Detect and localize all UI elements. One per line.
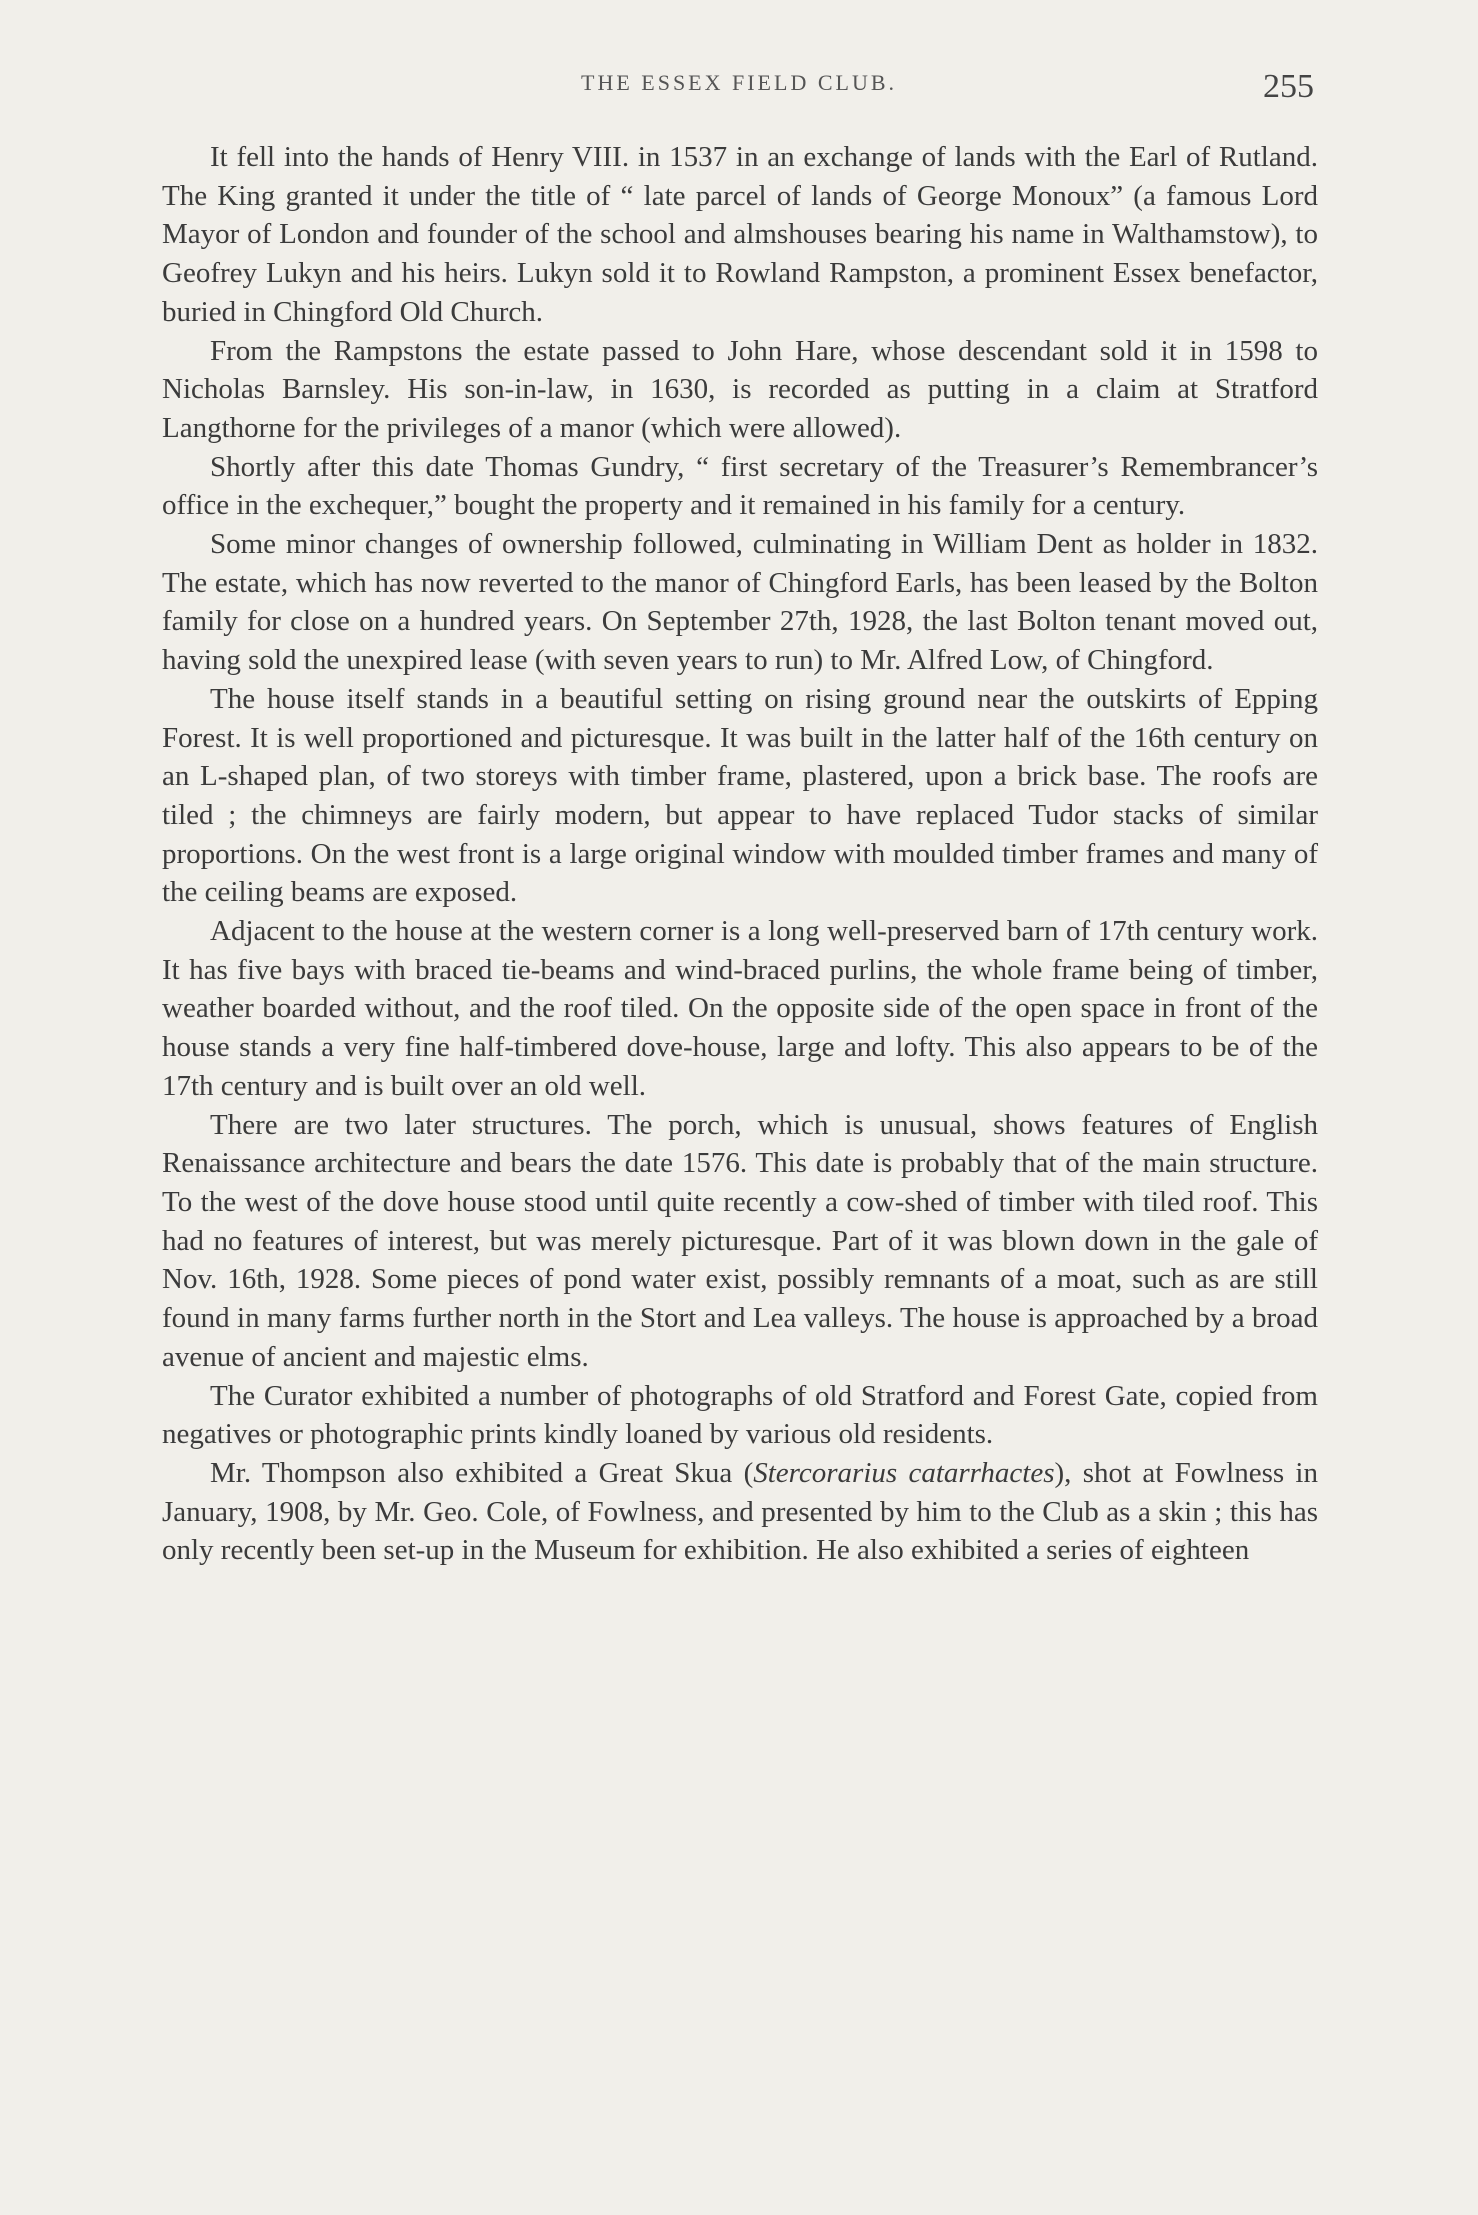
- body-text: [162, 138, 1318, 1570]
- paragraph-5: The house itself stands in a beautiful setting on rising ground near the outskirts of Epping Forest. It is well proportioned and picturesque. It was built in the latter half of the 16th century on an L-shaped plan, of two storeys with timber frame, plastered, upon a brick base. The roofs are tiled ; the chimneys are fairly modern, but appear to have replaced Tudor stacks of similar proportions. On the west front is a large original window with moulded timber frames and many of the ceiling beams are exposed.: [162, 682, 1318, 909]
- page-number: 255: [1263, 68, 1314, 105]
- paragraph-7: There are two later structures. The porch, which is unusual, shows features of English Renaissance architecture and bears the date 1576. This date is probably that of the main structure. To the west of the dove house stood until quite recently a cow-shed of timber with tiled roof. This had no features of interest, but was merely picturesque. Part of it was blown down in the gale of Nov. 16th, 1928. Some pieces of pond water exist, possibly remnants of a moat, such as are still found in many farms further north in the Stort and Lea valleys. The house is approached by a broad avenue of ancient and majestic elms.: [162, 1108, 1318, 1373]
- paragraph-9-start: Mr. Thompson also exhibited a Great Skua (: [210, 1456, 754, 1489]
- paragraph-1: It fell into the hands of Henry VIII. in 1537 in an exchange of lands with the Earl of Rutland. The King granted it under the title of “ late parcel of lands of George Monoux” (a famous Lord Mayor of London and founder of the school and almshouses bearing his name in Walthamstow), to Geofrey Lukyn and his heirs. Lukyn sold it to Rowland Rampston, a prominent Essex benefactor, buried in Chingford Old Church.: [162, 141, 1318, 328]
- species-name: Stercorarius catarrhactes: [753, 1456, 1055, 1489]
- paragraph-3: Shortly after this date Thomas Gundry, “ first secretary of the Treasurer’s Remembrancer’s office in the exchequer,” bought the property and it remained in his family for a century.: [162, 450, 1318, 522]
- running-head: THE ESSEX FIELD CLUB.: [581, 70, 897, 95]
- paragraph-2: From the Rampstons the estate passed to John Hare, whose descendant sold it in 1598 to Nicholas Barnsley. His son-in-law, in 1630, is recorded as putting in a claim at Stratford Langthorne for the privileges of a manor (which were allowed).: [162, 334, 1318, 444]
- paragraph-9-end: ), shot at Fowlness in January, 1908, by Mr. Geo. Cole, of Fowlness, and presented by him to the Club as a skin ; this has only recently been set-up in the Museum for exhibition. He also exhibited a series of eighteen: [162, 1456, 1318, 1567]
- paragraph-4: Some minor changes of ownership followed, culminating in William Dent as holder in 1832. The estate, which has now reverted to the manor of Chingford Earls, has been leased by the Bolton family for close on a hundred years. On September 27th, 1928, the last Bolton tenant moved out, having sold the unexpired lease (with seven years to run) to Mr. Alfred Low, of Chingford.: [162, 528, 1318, 677]
- page-header: [0, 70, 1478, 130]
- paragraph-9: [162, 1454, 1318, 1570]
- paragraph-6: Adjacent to the house at the western corner is a long well-preserved barn of 17th century work. It has five bays with braced tie-beams and wind-braced purlins, the whole frame being of timber, weather boarded without, and the roof tiled. On the opposite side of the open space in front of the house stands a very fine half-timbered dove-house, large and lofty. This also appears to be of the 17th century and is built over an old well.: [162, 915, 1318, 1102]
- paragraph-8: The Curator exhibited a number of photographs of old Stratford and Forest Gate, copied from negatives or photographic prints kindly loaned by various old residents.: [162, 1379, 1318, 1451]
